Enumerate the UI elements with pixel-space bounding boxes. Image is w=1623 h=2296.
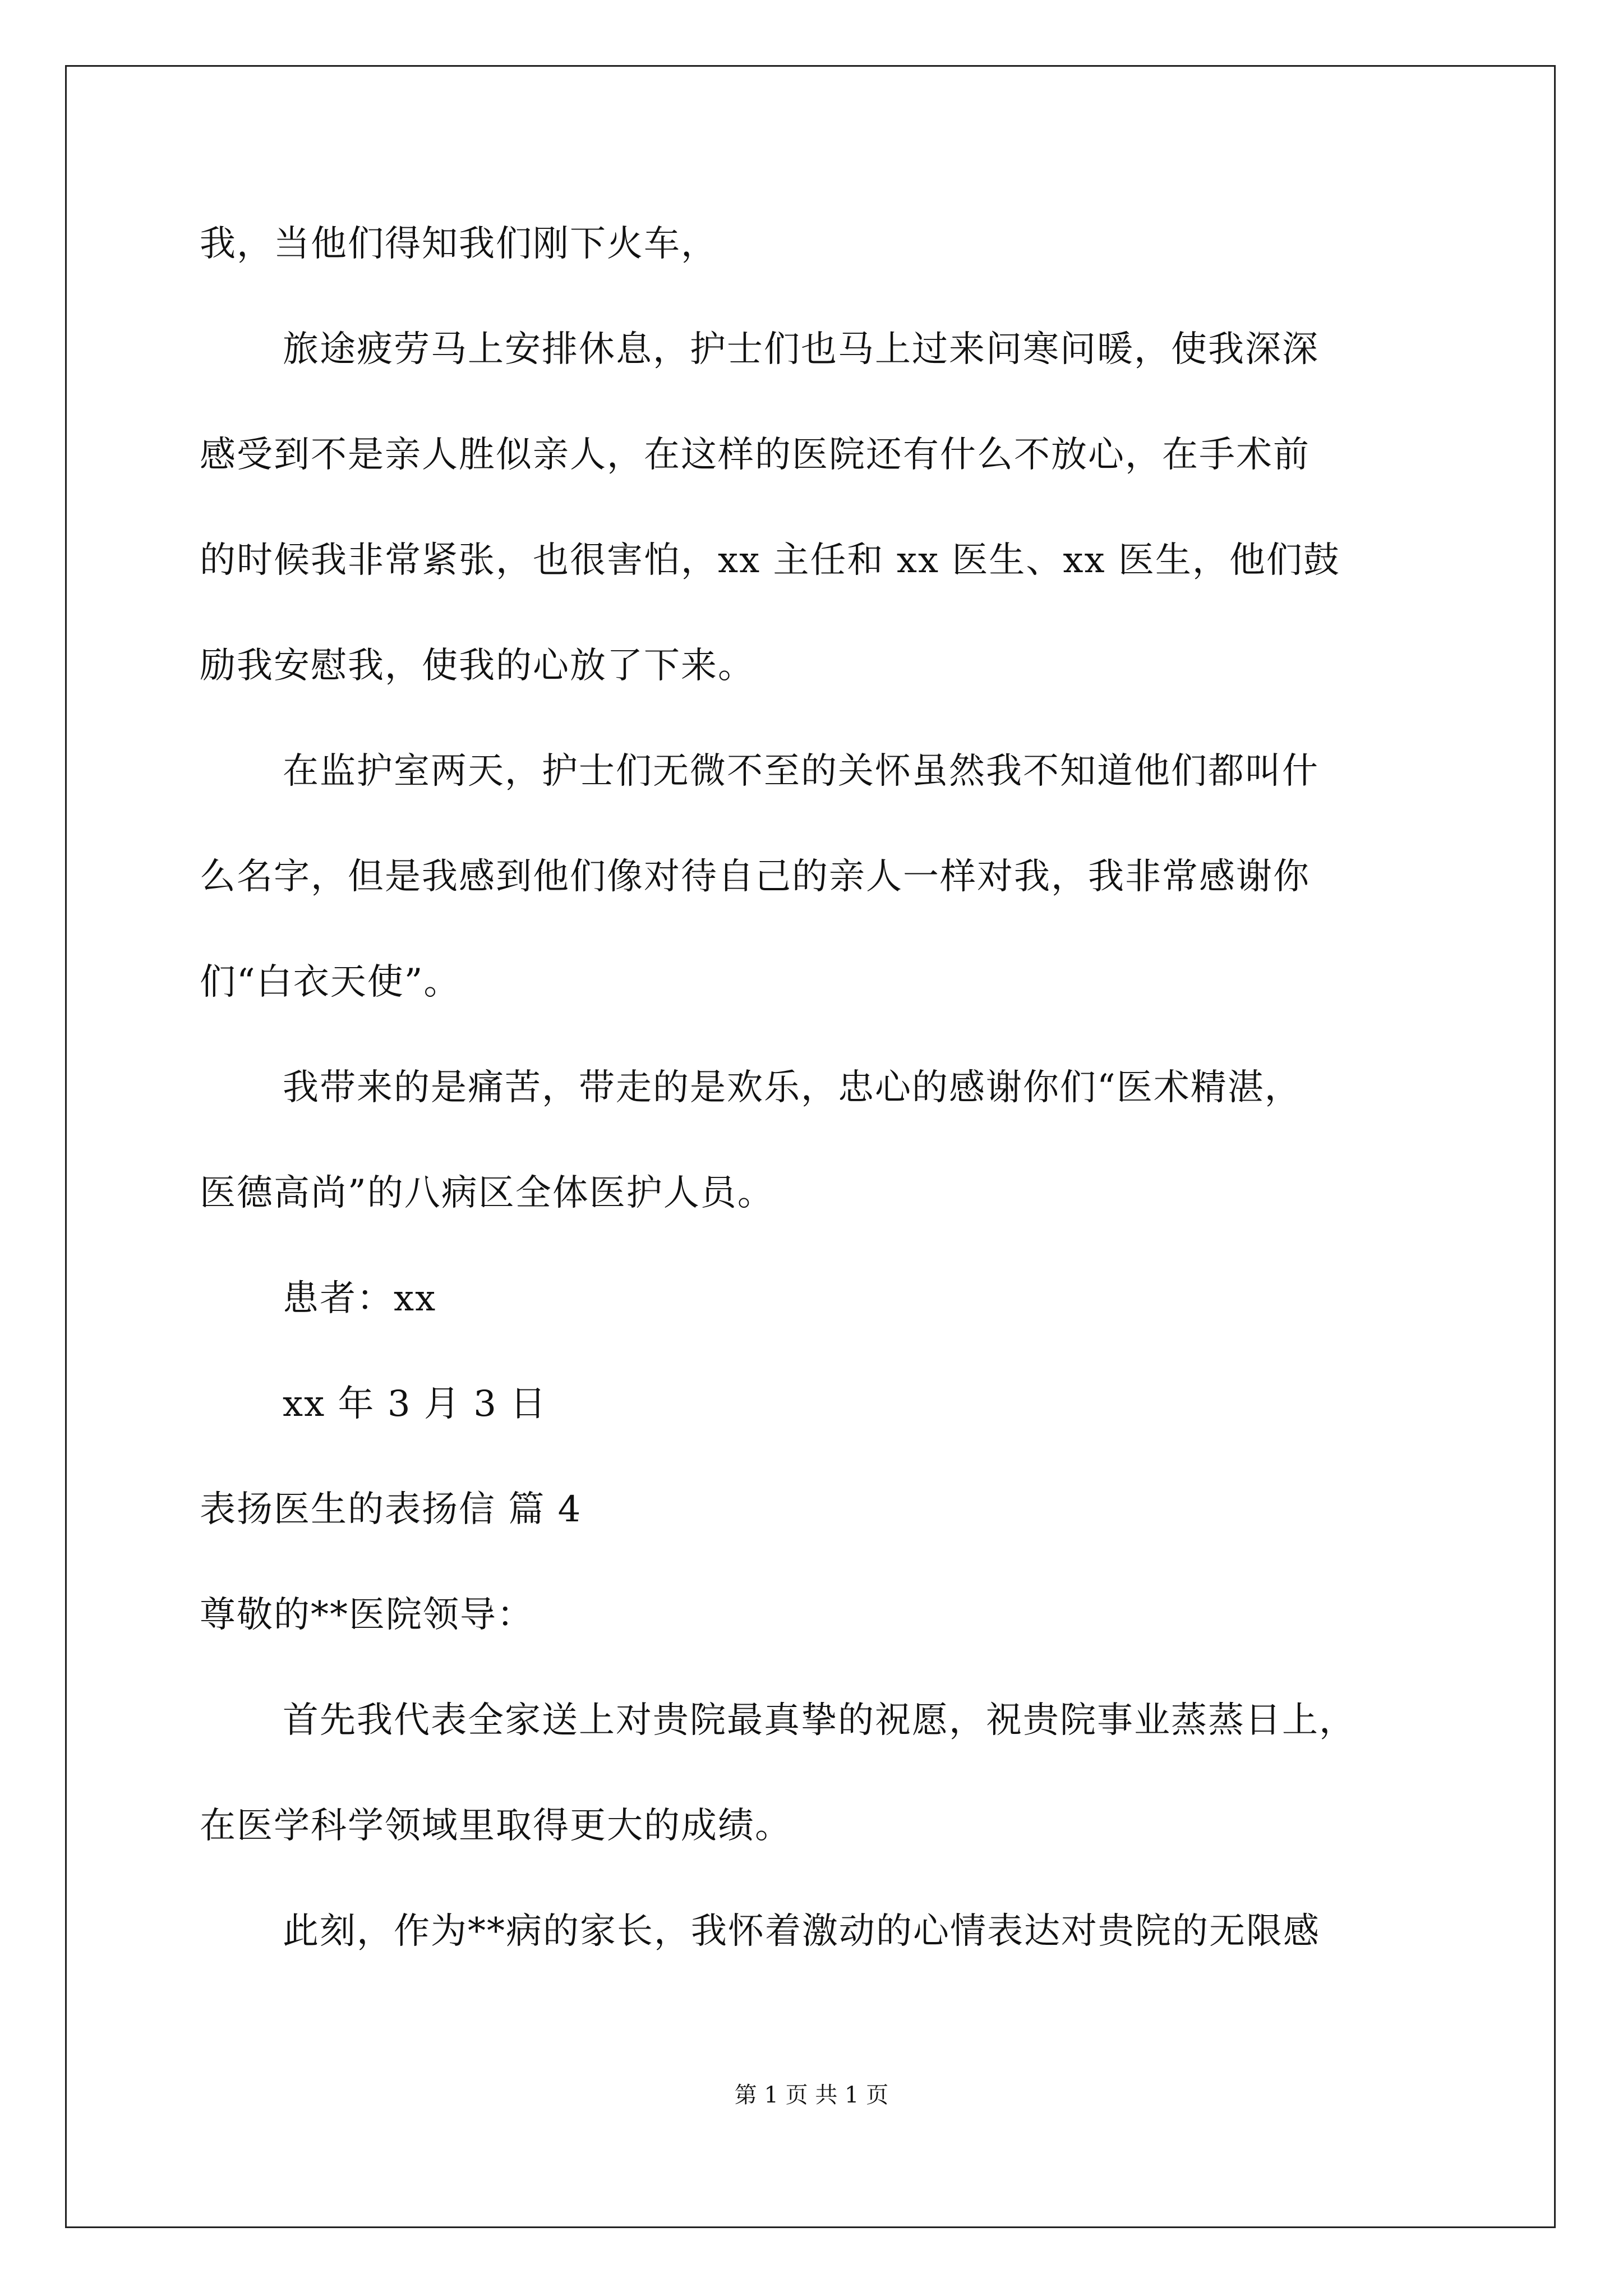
page-footer: 第 1 页 共 1 页 — [734, 2082, 889, 2108]
text-line-5: 励我安慰我，使我的心放了下来。 — [200, 645, 755, 687]
text-line-10: 医德高尚”的八病区全体医护人员。 — [200, 1172, 774, 1214]
text-line-15: 首先我代表全家送上对贵院最真挚的祝愿，祝贵院事业蒸蒸日上， — [283, 1700, 1356, 1741]
text-line-2: 旅途疲劳马上安排休息，护士们也马上过来问寒问暖，使我深深 — [283, 329, 1319, 370]
signature-date: xx 年 3 月 3 日 — [283, 1383, 547, 1425]
signature-patient: 患者：xx — [283, 1278, 437, 1319]
text-line-16: 在医学科学领域里取得更大的成绩。 — [200, 1805, 792, 1847]
text-line-6: 在监护室两天，护士们无微不至的关怀虽然我不知道他们都叫什 — [283, 751, 1319, 792]
text-line-3: 感受到不是亲人胜似亲人，在这样的医院还有什么不放心，在手术前 — [200, 434, 1310, 476]
section-heading: 表扬医生的表扬信 篇 4 — [200, 1489, 582, 1530]
text-line-1: 我，当他们得知我们刚下火车， — [200, 223, 718, 265]
salutation: 尊敬的**医院领导： — [200, 1594, 534, 1636]
text-line-4: 的时候我非常紧张，也很害怕，xx 主任和 xx 医生、xx 医生，他们鼓 — [200, 540, 1340, 581]
text-line-8: 们“白衣天使”。 — [200, 961, 461, 1003]
text-line-9: 我带来的是痛苦，带走的是欢乐，忠心的感谢你们“医术精湛， — [283, 1067, 1302, 1108]
text-line-7: 么名字，但是我感到他们像对待自己的亲人一样对我，我非常感谢你 — [200, 856, 1310, 898]
text-line-17: 此刻，作为**病的家长，我怀着激动的心情表达对贵院的无限感 — [283, 1911, 1320, 1952]
